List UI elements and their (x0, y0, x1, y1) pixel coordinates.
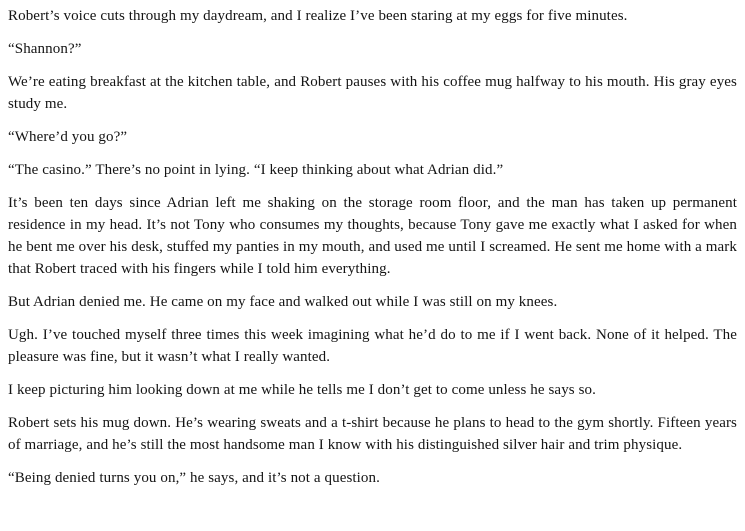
paragraph-dialogue: “The casino.” There’s no point in lying. “I keep thinking about what Adrian did.” (8, 162, 504, 178)
paragraph-dialogue: “Where’d you go?” (8, 129, 128, 145)
paragraph: It’s been ten days since Adrian left me shaking on the storage room floor, and the man has taken up permanent residence in my head. It’s not Tony who consumes my thoughts, because Tony gave me exactly what I asked for when he bent me over his desk, stuffed my panties in my mouth, and used me until I screamed. He sent me home with a mark that Robert traced with his fingers while I told him everything. (8, 195, 737, 277)
paragraph-dialogue: “Shannon?” (8, 41, 82, 57)
paragraph: I keep picturing him looking down at me while he tells me I don’t get to come unless he says so. (8, 382, 596, 398)
paragraph-dialogue: “Being denied turns you on,” he says, and it’s not a question. (8, 470, 380, 486)
paragraph: But Adrian denied me. He came on my face and walked out while I was still on my knees. (8, 294, 558, 310)
paragraph: Ugh. I’ve touched myself three times this week imagining what he’d do to me if I went back. None of it helped. The pleasure was fine, but it wasn’t what I really wanted. (8, 327, 737, 365)
paragraph: We’re eating breakfast at the kitchen table, and Robert pauses with his coffee mug halfway to his mouth. His gray eyes study me. (8, 74, 737, 112)
paragraph: Robert’s voice cuts through my daydream, and I realize I’ve been staring at my eggs for five minutes. (8, 8, 628, 24)
paragraph: Robert sets his mug down. He’s wearing sweats and a t-shirt because he plans to head to the gym shortly. Fifteen years of marriage, and he’s still the most handsome man I know with his distinguished silver hair and trim physique. (8, 415, 737, 453)
